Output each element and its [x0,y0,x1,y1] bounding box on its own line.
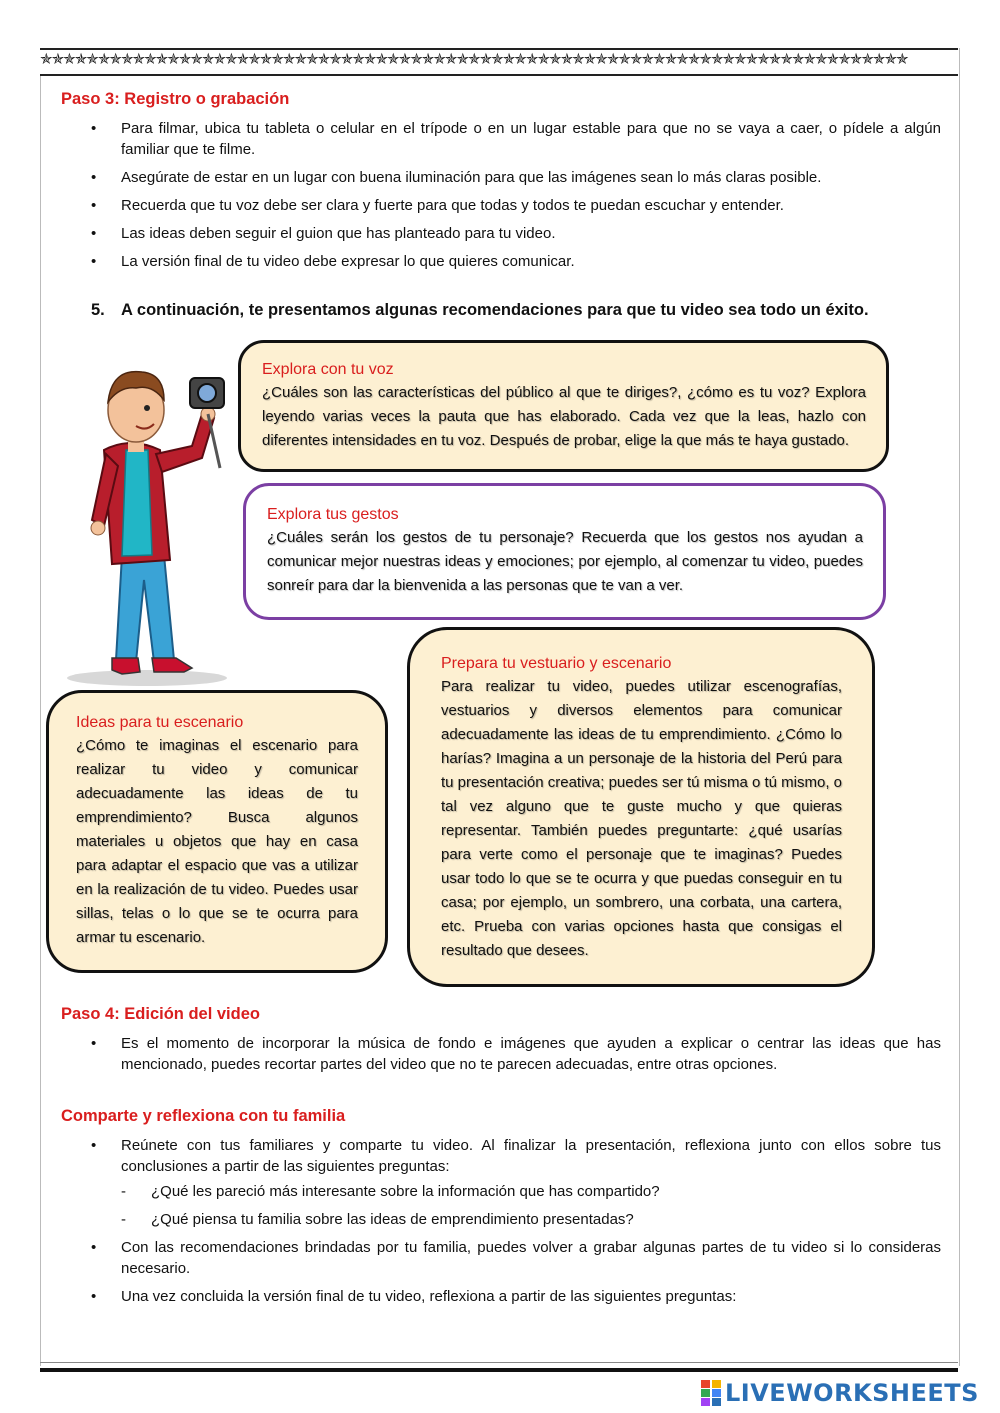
list-item: • Las ideas deben seguir el guion que has planteado para tu video. [61,223,941,244]
box-title: Ideas para tu escenario [76,714,244,731]
boy-with-selfie-stick-illustration [52,350,252,690]
logo-text: LIVEWORKSHEETS [725,1379,979,1407]
bottom-bar [40,1368,958,1372]
ideas-escenario-box [46,690,388,973]
step3-heading: Paso 3: Registro o grabación [61,90,290,108]
explora-gestos-box [243,483,886,620]
list-item: • Una vez concluida la versión final de tu video, reflexiona a partir de las siguientes preguntas: [61,1286,941,1307]
box-body: Para realizar tu video, puedes utilizar escenografías, vestuarios y diversos elementos para comunicar adecuadamente las ideas de tu emprendimiento. ¿Cómo lo harías? Imagina a un personaje de la historia del Perú para tu presentación creativa; puedes ser tú misma o tú mismo, o tal vez alguno que te guste mucho y que quieras representar. También puedes preguntarte: ¿qué usarías para verte como el personaje que te imaginas? Puedes usar todo lo que se te ocurra y que puedas conseguir en tu casa; por ejemplo, un sombrero, una corbata, una cartera, etc. Prueba con varias opciones hasta que consigas el resultado que desees. [441,678,843,959]
box-title: Prepara tu vestuario y escenario [441,655,672,672]
item-5 [91,301,869,320]
liveworksheets-logo[interactable] [700,1376,979,1410]
liveworksheets-logo-icon [700,1379,722,1407]
list-item [61,1135,941,1230]
explora-voz-box [238,340,889,472]
list-item: • Asegúrate de estar en un lugar con buena iluminación para que las imágenes sean lo más claras posible. [61,167,941,188]
box-title: Explora tus gestos [267,506,399,523]
list-item: • Para filmar, ubica tu tableta o celular en el trípode o en un lugar estable para que no se vaya a caer, o pídele a algún familiar que te filme. [61,118,941,160]
question-item: - ¿Qué les pareció más interesante sobre la información que has compartido? [121,1181,941,1202]
vestuario-escenario-box [407,627,875,987]
question-list [121,1181,941,1230]
step4-list [61,1033,941,1082]
box-title: Explora con tu voz [262,361,394,378]
bottom-rule [40,1362,958,1363]
item-5-text: A continuación, te presentamos algunas recomendaciones para que tu video sea todo un éxito. [121,301,869,319]
item-5-number: 5. [91,301,105,319]
box-body: ¿Cuáles son las características del público al que te diriges?, ¿cómo es tu voz? Explora leyendo varias veces la pauta que has elaborado. Cada vez que la leas, hazlo con diferentes intensidades en tu voz. Después de probar, elige la que más te haya gustado. [262,384,866,449]
box-body: ¿Cómo te imaginas el escenario para realizar tu video y comunicar adecuadamente las ideas de tu emprendimiento? Busca algunos materiales u objetos que hay en casa para adaptar el espacio que vas a utilizar en la realización de tu video. Puedes usar sillas, telas o lo que se te ocurra para armar tu escenario. [76,737,358,946]
star-border-decoration: ✯✯✯✯✯✯✯✯✯✯✯✯✯✯✯✯✯✯✯✯✯✯✯✯✯✯✯✯✯✯✯✯✯✯✯✯✯✯✯✯✯✯✯✯✯✯✯✯✯✯✯✯✯✯✯✯✯✯✯✯✯✯✯✯✯✯✯✯✯✯✯✯✯✯✯ [40,48,958,76]
list-item: • La versión final de tu video debe expresar lo que quieres comunicar. [61,251,941,272]
step3-list [61,118,941,279]
list-item: • Recuerda que tu voz debe ser clara y fuerte para que todas y todos te puedan escuchar y entender. [61,195,941,216]
step4-heading: Paso 4: Edición del video [61,1005,260,1023]
list-item: • Es el momento de incorporar la música de fondo e imágenes que ayuden a explicar o centrar las ideas que has mencionado, puedes recortar partes del video que no te parecen adecuadas, entre otras opciones. [61,1033,941,1075]
share-list [61,1135,941,1314]
list-item: • Con las recomendaciones brindadas por tu familia, puedes volver a grabar algunas partes de tu video si lo consideras necesario. [61,1237,941,1279]
box-body: ¿Cuáles serán los gestos de tu personaje? Recuerda que los gestos nos ayudan a comunicar mejor nuestras ideas y emociones; por ejemplo, al comenzar tu video, puedes sonreír para dar la bienvenida a las personas que te van a ver. [267,529,863,594]
share-heading: Comparte y reflexiona con tu familia [61,1107,346,1125]
question-item: - ¿Qué piensa tu familia sobre las ideas de emprendimiento presentadas? [121,1209,941,1230]
share-bullet-1: Reúnete con tus familiares y comparte tu video. Al finalizar la presentación, reflexiona junto con ellos sobre tus conclusiones a partir de las siguientes preguntas: [121,1137,941,1175]
